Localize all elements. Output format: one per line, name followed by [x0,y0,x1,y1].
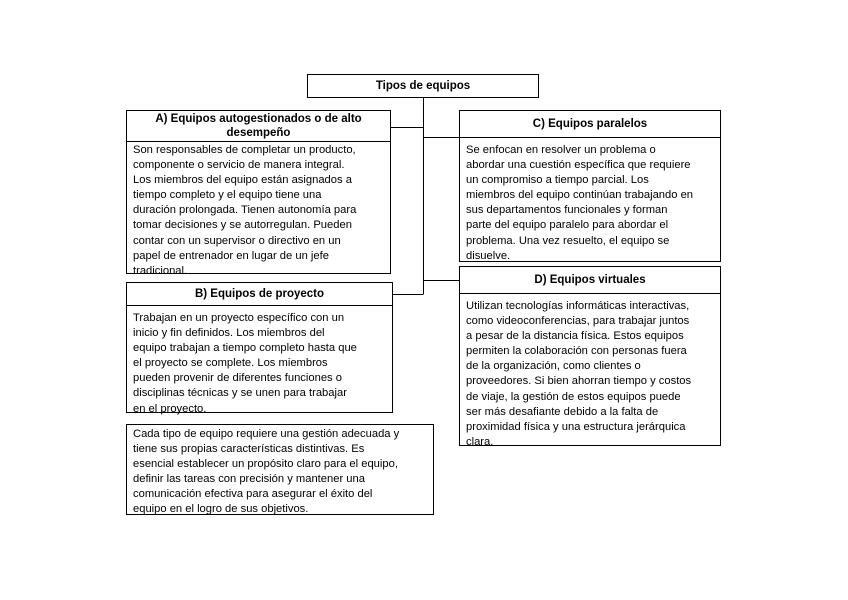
box-proyecto [126,282,393,413]
box-b-body: Trabajan en un proyecto específico con un inicio y fin definidos. Los miembros del equipo trabajan a tiempo completo hasta que el proyecto se complete. Los miembros pueden provenir de diferentes funciones o disciplinas técnicas y se unen para trabajar en el proyecto. [133,312,357,415]
box-paralelos [459,110,721,262]
box-c-body: Se enfocan en resolver un problema o abordar una cuestión específica que requiere un compromiso a tiempo parcial. Los miembros del equipo continúan trabajando en sus departamentos funcionales y forman parte del equipo paralelo para abordar el problema. Una vez resuelto, el equipo se disuelve. [466,144,694,262]
box-b-title: B) Equipos de proyecto [127,283,392,306]
box-d-body: Utilizan tecnologías informáticas interactivas, como videoconferencias, para trabajar juntos a pesar de la distancia física. Estos equipos permiten la colaboración con personas fuera de la organización, como clientes o proveedores. Si bien ahorran tiempo y costos de viaje, la gestión de estos equipos puede ser más desafiante debido a la falta de proximidad física y una estructura jerárquica clara. [466,300,692,448]
box-a-body: Son responsables de completar un producto, componente o servicio de manera integral. Los miembros del equipo están asignados a tiempo completo y el equipo tiene una duración prolongada. Tienen autonomía para tomar decisiones y se autorregulan. Pueden contar con un supervisor o directivo en un papel de entrenador en lugar de un jefe tradicional. [133,144,357,277]
main-title-box [307,74,539,98]
note-body: Cada tipo de equipo requiere una gestión adecuada y tiene sus propias características distintivas. Es esencial establecer un propósito claro para el equipo, definir las tareas con precisión y mantener una comunicación efectiva para asegurar el éxito del equipo en el logro de sus objetivos. [133,428,400,516]
box-autogestionados [126,110,391,277]
main-title: Tipos de equipos [375,80,471,92]
note-box [126,424,434,515]
box-d-title: D) Equipos virtuales [460,267,720,294]
box-c-title: C) Equipos paralelos [460,111,720,138]
box-a-title: A) Equipos autogestionados o de alto desempeño [127,111,390,142]
box-virtuales [459,266,721,446]
